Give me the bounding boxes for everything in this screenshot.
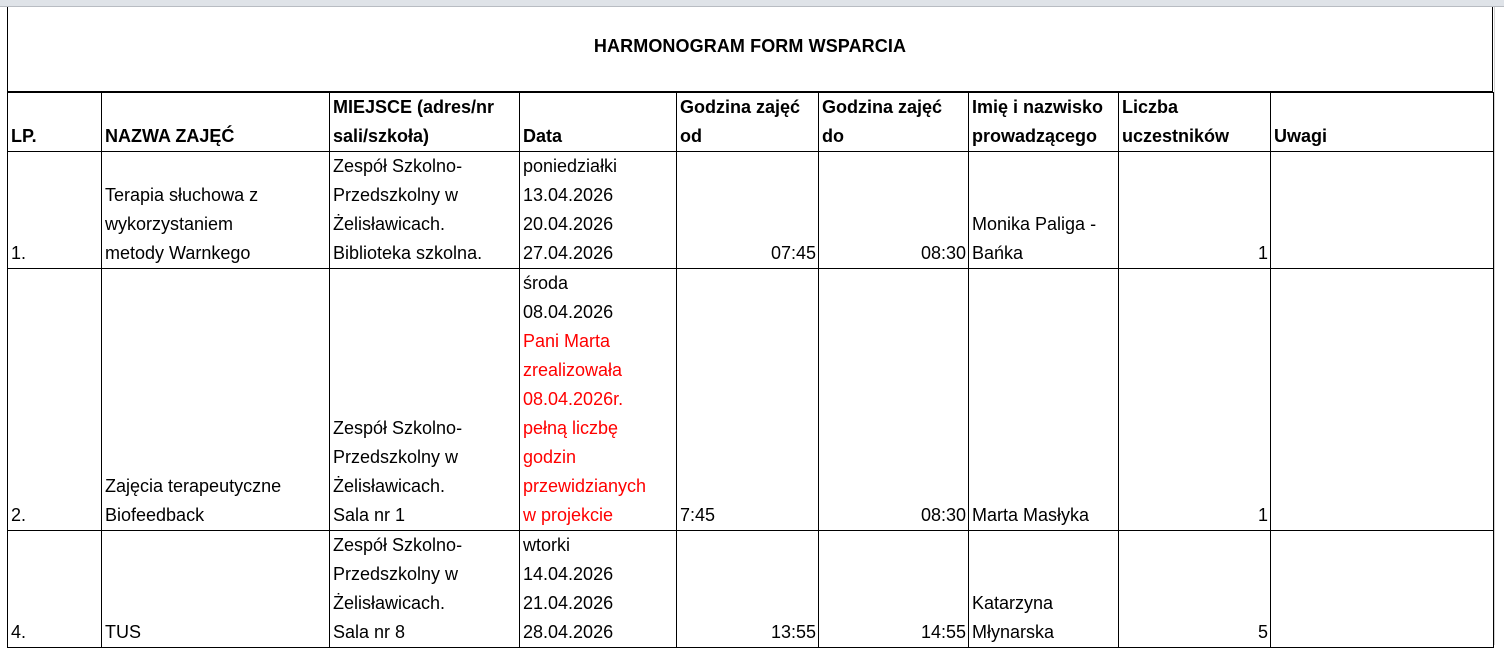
header-prowadzacy[interactable]: Imię i nazwisko prowadzącego bbox=[969, 93, 1119, 152]
sheet-top-border bbox=[0, 0, 1504, 7]
table-row bbox=[8, 152, 1494, 269]
cell-lp[interactable]: 4. bbox=[8, 531, 102, 648]
cell-data[interactable]: środa 08.04.2026 Pani Marta zrealizowała 08.04.2026r. pełną liczbę godzin przewidzianych w projekcie bbox=[520, 269, 677, 531]
cell-nazwa[interactable]: Terapia słuchowa z wykorzystaniem metody Warnkego bbox=[102, 152, 330, 269]
header-row bbox=[8, 93, 1494, 152]
header-godzina-od[interactable]: Godzina zajęć od bbox=[677, 93, 819, 152]
cell-liczba[interactable]: 1 bbox=[1119, 269, 1271, 531]
page-title: HARMONOGRAM FORM WSPARCIA bbox=[593, 36, 907, 56]
sheet-right-gridline bbox=[1494, 7, 1504, 645]
cell-godzina-do[interactable]: 14:55 bbox=[819, 531, 969, 648]
cell-godzina-do[interactable]: 08:30 bbox=[819, 152, 969, 269]
cell-prowadzacy[interactable]: Monika Paliga - Bańka bbox=[969, 152, 1119, 269]
cell-miejsce[interactable]: Zespół Szkolno- Przedszkolny w Żelisławicach. Sala nr 1 bbox=[330, 269, 520, 531]
cell-godzina-od[interactable]: 7:45 bbox=[677, 269, 819, 531]
header-godzina-do[interactable]: Godzina zajęć do bbox=[819, 93, 969, 152]
cell-godzina-do[interactable]: 08:30 bbox=[819, 269, 969, 531]
cell-uwagi[interactable] bbox=[1271, 531, 1494, 648]
realization-note-line: Pani Marta bbox=[523, 331, 611, 351]
header-nazwa[interactable]: NAZWA ZAJĘĆ bbox=[102, 93, 330, 152]
realization-note-line: przewidzianych bbox=[523, 476, 647, 496]
realization-note-line: zrealizowała bbox=[523, 360, 623, 380]
table-row bbox=[8, 531, 1494, 648]
cell-liczba[interactable]: 1 bbox=[1119, 152, 1271, 269]
table-row bbox=[8, 269, 1494, 531]
cell-nazwa[interactable]: Zajęcia terapeutyczne Biofeedback bbox=[102, 269, 330, 531]
header-data[interactable]: Data bbox=[520, 93, 677, 152]
cell-godzina-od[interactable]: 07:45 bbox=[677, 152, 819, 269]
header-liczba[interactable]: Liczba uczestników bbox=[1119, 93, 1271, 152]
cell-uwagi[interactable] bbox=[1271, 152, 1494, 269]
cell-miejsce[interactable]: Zespół Szkolno- Przedszkolny w Żelisławicach. Sala nr 8 bbox=[330, 531, 520, 648]
header-miejsce[interactable]: MIEJSCE (adres/nr sali/szkoła) bbox=[330, 93, 520, 152]
cell-data[interactable]: wtorki 14.04.2026 21.04.2026 28.04.2026 bbox=[520, 531, 677, 648]
cell-miejsce[interactable]: Zespół Szkolno- Przedszkolny w Żelisławicach. Biblioteka szkolna. bbox=[330, 152, 520, 269]
realization-note-line: w projekcie bbox=[523, 505, 614, 525]
schedule-table bbox=[7, 92, 1494, 648]
header-uwagi[interactable]: Uwagi bbox=[1271, 93, 1494, 152]
header-lp[interactable]: LP. bbox=[8, 93, 102, 152]
realization-note-line: 08.04.2026r. bbox=[523, 389, 624, 409]
cell-prowadzacy[interactable]: Katarzyna Młynarska bbox=[969, 531, 1119, 648]
cell-lp[interactable]: 1. bbox=[8, 152, 102, 269]
cell-liczba[interactable]: 5 bbox=[1119, 531, 1271, 648]
cell-lp[interactable]: 2. bbox=[8, 269, 102, 531]
cell-uwagi[interactable] bbox=[1271, 269, 1494, 531]
realization-note-line: godzin bbox=[523, 447, 577, 467]
cell-data[interactable]: poniedziałki 13.04.2026 20.04.2026 27.04.2026 bbox=[520, 152, 677, 269]
cell-nazwa[interactable]: TUS bbox=[102, 531, 330, 648]
cell-prowadzacy[interactable]: Marta Masłyka bbox=[969, 269, 1119, 531]
realization-note-line: pełną liczbę bbox=[523, 418, 619, 438]
cell-godzina-od[interactable]: 13:55 bbox=[677, 531, 819, 648]
